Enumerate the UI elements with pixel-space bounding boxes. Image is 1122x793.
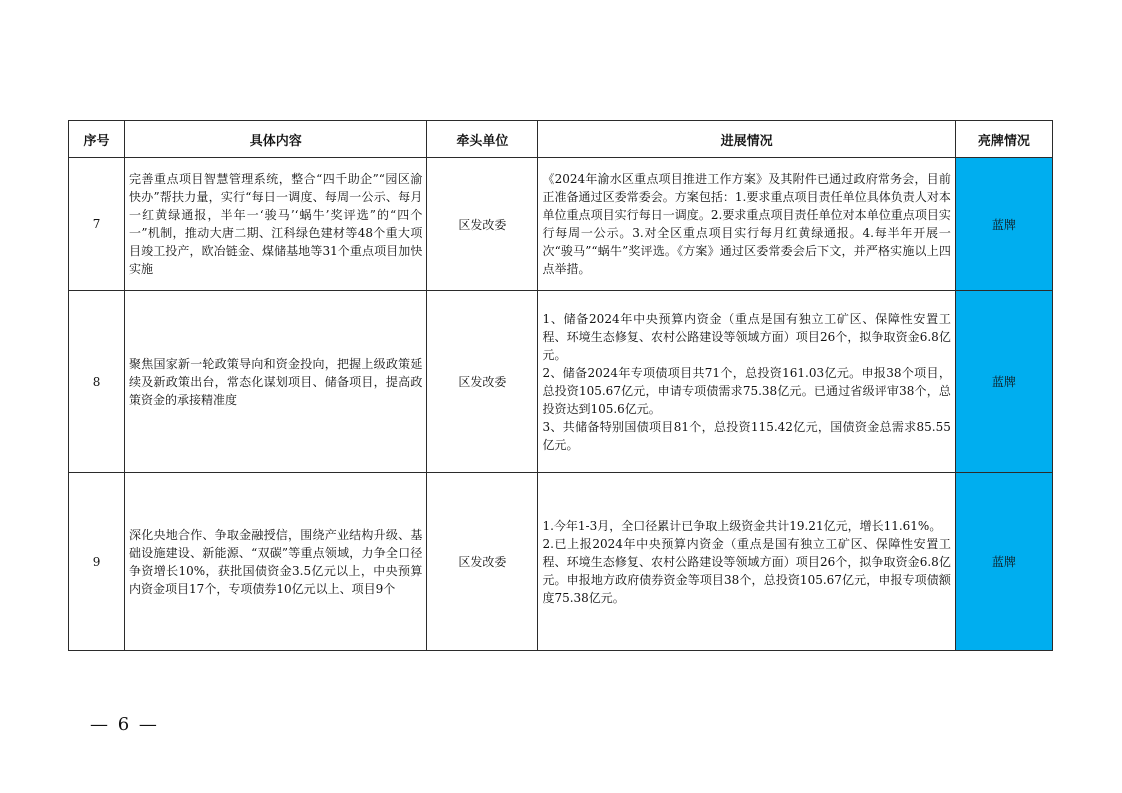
row-unit: 区发改委 [427,473,538,651]
content-text: 聚焦国家新一轮政策导向和资金投向，把握上级政策延续及新政策出台，常态化谋划项目、储备项目，提高政策资金的承接精准度 [129,356,423,407]
header-unit: 牵头单位 [427,121,538,158]
row-unit: 区发改委 [427,291,538,473]
header-content: 具体内容 [125,121,427,158]
header-progress: 进展情况 [538,121,955,158]
page-number: — 6 — [90,714,159,735]
row-content [125,473,427,651]
row-unit: 区发改委 [427,158,538,291]
table-row [69,291,1053,473]
progress-paragraph: 《2024年渝水区重点项目推进工作方案》及其附件已通过政府常务会，目前正准备通过区委常委会。方案包括：1.要求重点项目责任单位具体负责人对本单位重点项目实行每日一调度。2.要求重点项目责任单位对本单位重点项目实行每周一公示。3.对全区重点项目实行每月红黄绿通报。4.每半年开展一次“骏马”“蜗牛”奖评选。《方案》通过区委常委会后下文，并严格实施以上四点举措。 [542,172,951,276]
table-header [69,121,1053,158]
header-no: 序号 [69,121,125,158]
row-number: 8 [69,291,125,473]
row-progress [538,291,955,473]
progress-paragraph: 1.今年1-3月，全口径累计已争取上级资金共计19.21亿元，增长11.61%。 [542,518,942,533]
row-progress [538,473,955,651]
table-row [69,158,1053,291]
progress-paragraph: 3、共储备特别国债项目81个，总投资115.42亿元，国债资金总需求85.55亿元。 [542,419,951,452]
row-content [125,291,427,473]
content-text: 完善重点项目智慧管理系统，整合“四千助企”“园区渝快办”帮扶力量，实行“每日一调度、每周一公示、每月一红黄绿通报，半年一‘骏马’‘蜗牛’奖评选”的“四个一”机制，推动大唐二期、江科绿色建材等48个重大项目竣工投产，欧冶链金、煤储基地等31个重点项目加快实施 [129,172,423,276]
header-row [69,121,1053,158]
progress-paragraph: 1、储备2024年中央预算内资金（重点是国有独立工矿区、保障性安置工程、环境生态修复、农村公路建设等领域方面）项目26个，拟争取资金6.8亿元。 [542,311,951,362]
status-badge: 蓝牌 [955,473,1052,651]
progress-table [68,120,1053,651]
progress-paragraph: 2.已上报2024年中央预算内资金（重点是国有独立工矿区、保障性安置工程、环境生态修复、农村公路建设等领域方面）项目26个，拟争取资金6.8亿元。申报地方政府债券资金等项目38个，总投资105.67亿元，申报专项债额度75.38亿元。 [542,536,951,605]
row-content [125,158,427,291]
row-number: 7 [69,158,125,291]
content-text: 深化央地合作、争取金融授信，围绕产业结构升级、基础设施建设、新能源、“双碳”等重点领域，力争全口径争资增长10%，获批国债资金3.5亿元以上，中央预算内资金项目17个，专项债券10亿元以上、项目9个 [129,527,423,596]
table-row [69,473,1053,651]
row-number: 9 [69,473,125,651]
progress-paragraph: 2、储备2024年专项债项目共71个，总投资161.03亿元。申报38个项目，总投资105.67亿元，申请专项债需求75.38亿元。已通过省级评审38个，总投资达到105.6亿元。 [542,365,951,416]
status-badge: 蓝牌 [955,158,1052,291]
header-badge: 亮牌情况 [955,121,1052,158]
status-badge: 蓝牌 [955,291,1052,473]
row-progress [538,158,955,291]
